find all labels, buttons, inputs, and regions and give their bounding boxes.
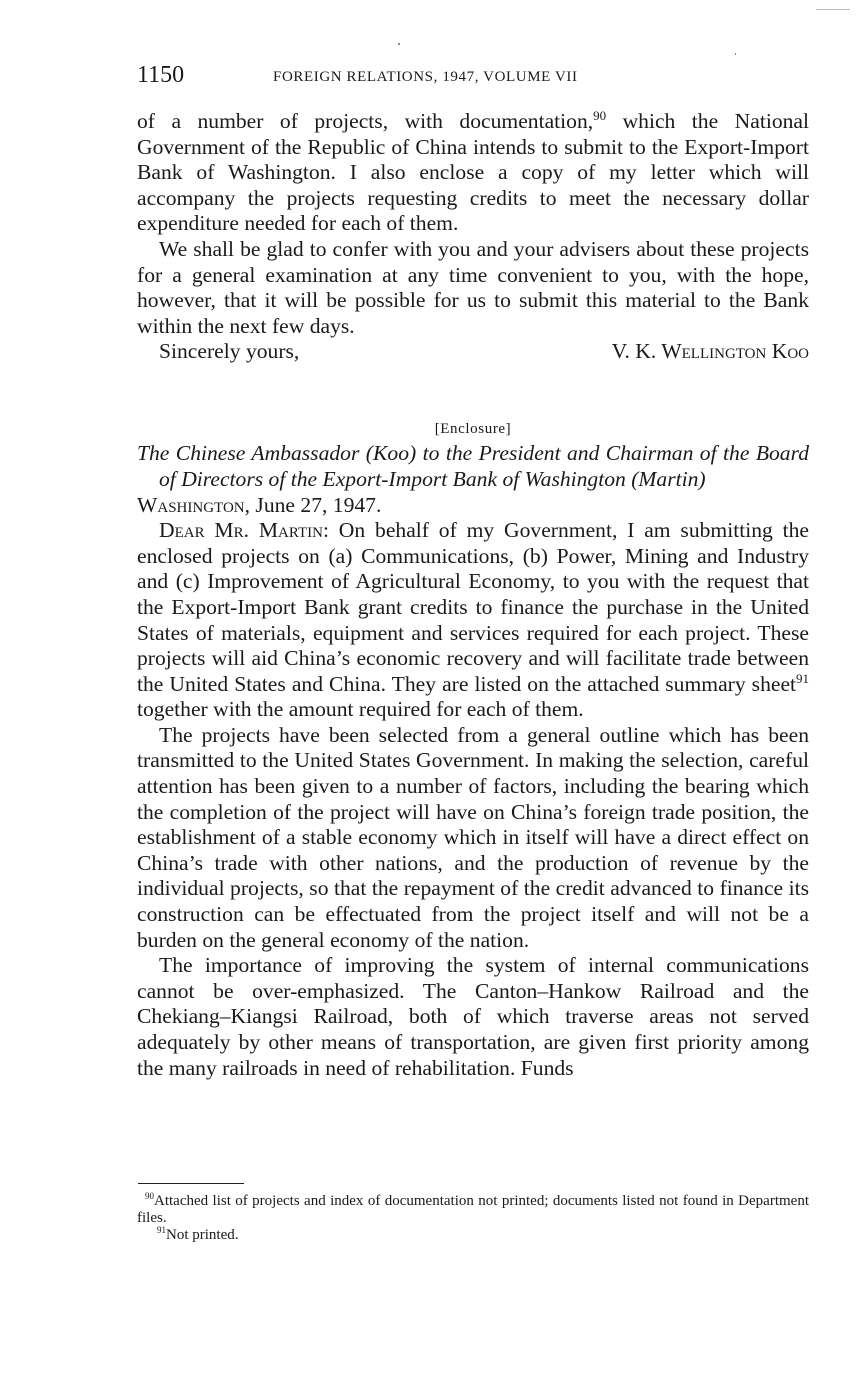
salutation: Dear Mr. Martin:: [159, 518, 329, 543]
footnote-ref: 91: [796, 670, 809, 686]
scan-speck: [735, 53, 736, 55]
enclosure-label: [Enclosure]: [434, 421, 512, 438]
footnote-rule: [138, 1183, 244, 1184]
enclosure-paragraph: The importance of improving the system of internal communications cannot be over-emphasized. The Canton–Hankow Railroad and the Chekiang–Kiangsi Railroad, both of which traverse areas not served adequately by other means of transportation, are given first priority among the many railroads in need of rehabilitation. Funds: [137, 953, 809, 1080]
letter-paragraph: We shall be glad to confer with you and your advisers about these projects for a general examination at any time convenient to you, with the hope, however, that it will be possible for us to submit this material to the Bank within the next few days.: [137, 236, 809, 338]
complimentary-close: Sincerely yours,: [159, 339, 300, 364]
page-header: [137, 62, 809, 94]
scan-speck: [398, 43, 400, 45]
enclosure-paragraph: The projects have been selected from a general outline which has been transmitted to the United States Government. In making the selection, careful attention has been given to a number of factors, including the bearing which the completion of the project will have on China’s foreign trade position, the establishment of a stable economy which in itself will have a direct effect on China’s trade with other nations, and the production of revenue by the individual projects, so that the repayment of the credit advanced to finance its construction can be effectuated from the project itself and will not be a burden on the general economy of the nation.: [137, 722, 809, 952]
footnotes: [137, 1183, 809, 1244]
footnote-ref: 90: [593, 107, 607, 123]
signature: V. K. Wellington Koo: [611, 339, 809, 364]
dateline: Washington, June 27, 1947.: [137, 492, 382, 517]
running-head: FOREIGN RELATIONS, 1947, VOLUME VII: [273, 69, 578, 85]
enclosure-paragraph: Dear Mr. Martin: On behalf of my Government, I am submitting the enclosed projects on (a) Communications, (b) Power, Mining and Industry and (c) Improvement of Agricultural Economy, to you with the request that the Export-Import Bank grant credits to finance the purchase in the United States of materials, equipment and services required for each project. These projects will aid China’s economic recovery and will facilitate trade between the United States and China. They are listed on the attached summary sheet$^{91}$ together with the amount required for each of them.: [137, 518, 810, 722]
footnote: $^{90}$Attached list of projects and index of documentation not printed; documents listed not found in Department files.: [137, 1191, 809, 1226]
scan-edge-mark: [816, 9, 850, 10]
footnote: $^{91}$Not printed.: [157, 1225, 239, 1243]
enclosure-title: The Chinese Ambassador (Koo) to the President and Chairman of the Board of Directors of the Export-Import Bank of Washington (Martin): [137, 441, 809, 491]
page-number: 1150: [137, 62, 185, 88]
body-text: [137, 109, 809, 1081]
signoff: [137, 339, 809, 365]
letter-paragraph: of a number of projects, with documentation,$^{90}$ which the National Government of the Republic of China intends to submit to the Export-Import Bank of Washington. I also enclose a copy of my letter which will accompany the projects requesting credits to meet the necessary dollar expenditure needed for each of them.: [137, 107, 809, 236]
